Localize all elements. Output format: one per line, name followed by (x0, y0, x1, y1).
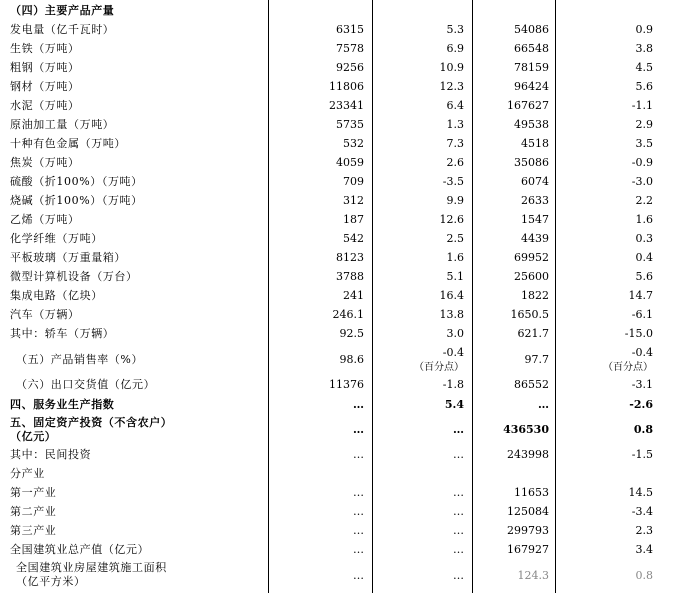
value-col3: 1822 (521, 289, 549, 302)
value-col4: -1.5 (631, 448, 653, 461)
value-col1: 4059 (336, 156, 364, 169)
value-col2: … (453, 505, 464, 518)
value-col4: -0.9 (631, 156, 653, 169)
value-col1: 11806 (329, 80, 364, 93)
value-col2: 5.3 (446, 23, 464, 36)
value-col1: … (353, 505, 364, 518)
value-col2: 5.1 (446, 270, 464, 283)
row-label: 其中：轿车（万辆） (10, 327, 115, 340)
row-label: 第一产业 (10, 486, 57, 499)
value-col2: -3.5 (442, 175, 464, 188)
value-col1: 7578 (336, 42, 364, 55)
value-col2: 3.0 (446, 327, 464, 340)
value-col2: … (453, 569, 464, 582)
row-label: 汽车（万辆） (10, 308, 80, 321)
value-col3: 97.7 (524, 353, 549, 366)
value-col4: 3.4 (635, 543, 653, 556)
value-col2: 1.6 (446, 251, 464, 264)
value-col1: 23341 (329, 99, 364, 112)
value-col3: 621.7 (517, 327, 549, 340)
row-label: 硫酸（折100%）（万吨） (10, 175, 143, 188)
value-col3: 124.3 (517, 569, 549, 582)
value-col1: 709 (343, 175, 364, 188)
row-label: 生铁（万吨） (10, 42, 80, 55)
value-col2: 13.8 (439, 308, 464, 321)
row-label: 其中：民间投资 (10, 448, 92, 461)
value-col3: 6074 (521, 175, 549, 188)
column-divider-3 (472, 0, 473, 593)
row-label: 化学纤维（万吨） (10, 232, 103, 245)
value-col4: 14.5 (628, 486, 653, 499)
section-title: 四、服务业生产指数 (10, 398, 115, 411)
value-col4: 0.8 (633, 423, 653, 436)
value-col2: … (453, 486, 464, 499)
value-col2: -1.8 (442, 378, 464, 391)
value-col1: … (353, 423, 364, 436)
value-col4: 0.8 (635, 569, 653, 582)
row-label: 十种有色金属（万吨） (10, 137, 126, 150)
value-col3: 167627 (507, 99, 549, 112)
value-col2: … (453, 448, 464, 461)
section-title: 五、固定资产投资（不含农户） (10, 416, 173, 429)
value-col3: 25600 (514, 270, 549, 283)
column-divider-2 (372, 0, 373, 593)
section-title: （四）主要产品产量 (10, 4, 115, 17)
column-divider-4 (555, 0, 556, 593)
value-col3: 49538 (514, 118, 549, 131)
value-col1: … (353, 569, 364, 582)
value-col3: 167927 (507, 543, 549, 556)
row-label: 全国建筑业总产值（亿元） (10, 543, 150, 556)
value-col2: 2.6 (446, 156, 464, 169)
value-col2: 9.9 (446, 194, 464, 207)
value-col2: 10.9 (439, 61, 464, 74)
value-col4: 2.3 (635, 524, 653, 537)
value-col1: … (353, 486, 364, 499)
value-col3: 125084 (507, 505, 549, 518)
value-col1: 3788 (336, 270, 364, 283)
value-col2: 12.6 (439, 213, 464, 226)
value-col2: 16.4 (439, 289, 464, 302)
row-label: 粗钢（万吨） (10, 61, 80, 74)
value-col1: 11376 (329, 378, 364, 391)
row-label: 微型计算机设备（万台） (10, 270, 138, 283)
row-label: 乙烯（万吨） (10, 213, 80, 226)
value-col1: … (353, 398, 364, 411)
value-col3: 69952 (514, 251, 549, 264)
row-label: 原油加工量（万吨） (10, 118, 115, 131)
value-col1: 246.1 (332, 308, 364, 321)
value-col4: -0.4 (631, 346, 653, 359)
row-label: 烧碱（折100%）（万吨） (10, 194, 143, 207)
row-label: 集成电路（亿块） (10, 289, 103, 302)
row-label: 焦炭（万吨） (10, 156, 80, 169)
value-col1: 8123 (336, 251, 364, 264)
row-label: 发电量（亿千瓦时） (10, 23, 115, 36)
value-col1: 92.5 (339, 327, 364, 340)
row-label-unit: （亿平方米） (16, 575, 86, 588)
value-col2: 6.9 (446, 42, 464, 55)
value-col4: -15.0 (624, 327, 653, 340)
value-col3: 243998 (507, 448, 549, 461)
value-col2: … (453, 543, 464, 556)
value-col3: 436530 (503, 423, 549, 436)
value-col4: 3.8 (635, 42, 653, 55)
value-col4: -6.1 (631, 308, 653, 321)
value-col3: 4439 (521, 232, 549, 245)
value-col2: 12.3 (439, 80, 464, 93)
value-col1: 312 (343, 194, 364, 207)
value-col4: 0.9 (635, 23, 653, 36)
row-label: 分产业 (10, 467, 45, 480)
value-col1: 532 (343, 137, 364, 150)
row-label: 全国建筑业房屋建筑施工面积 (16, 561, 167, 574)
value-col2: 6.4 (446, 99, 464, 112)
value-col2: 7.3 (446, 137, 464, 150)
value-col3: 2633 (521, 194, 549, 207)
row-label: 钢材（万吨） (10, 80, 80, 93)
value-col4-unit: （百分点） (603, 362, 653, 373)
value-col4: -3.0 (631, 175, 653, 188)
value-col3: 78159 (514, 61, 549, 74)
value-col2-unit: （百分点） (414, 362, 464, 373)
value-col1: 187 (343, 213, 364, 226)
value-col2: 5.4 (444, 398, 464, 411)
value-col1: 98.6 (339, 353, 364, 366)
value-col3: 11653 (514, 486, 549, 499)
value-col3: 66548 (514, 42, 549, 55)
value-col4: 0.3 (635, 232, 653, 245)
value-col4: -1.1 (631, 99, 653, 112)
section-title-unit: （亿元） (10, 430, 57, 443)
value-col3: 96424 (514, 80, 549, 93)
value-col4: 4.5 (635, 61, 653, 74)
value-col3: 54086 (514, 23, 549, 36)
value-col4: 2.2 (635, 194, 653, 207)
value-col2: -0.4 (442, 346, 464, 359)
value-col2: … (453, 524, 464, 537)
value-col1: … (353, 448, 364, 461)
value-col3: 299793 (507, 524, 549, 537)
value-col2: 2.5 (446, 232, 464, 245)
value-col2: 1.3 (446, 118, 464, 131)
value-col1: … (353, 524, 364, 537)
value-col4: 5.6 (635, 270, 653, 283)
row-label: 平板玻璃（万重量箱） (10, 251, 126, 264)
value-col3: 35086 (514, 156, 549, 169)
value-col3: 86552 (514, 378, 549, 391)
row-label: （五）产品销售率（%） (16, 353, 144, 366)
value-col4: -3.1 (631, 378, 653, 391)
value-col3: 1650.5 (510, 308, 549, 321)
column-divider-1 (268, 0, 269, 593)
value-col3: … (538, 398, 549, 411)
row-label: 第二产业 (10, 505, 57, 518)
value-col4: 3.5 (635, 137, 653, 150)
value-col4: 5.6 (635, 80, 653, 93)
value-col3: 4518 (521, 137, 549, 150)
row-label: （六）出口交货值（亿元） (16, 378, 156, 391)
row-label: 第三产业 (10, 524, 57, 537)
value-col1: 9256 (336, 61, 364, 74)
value-col1: 6315 (336, 23, 364, 36)
value-col1: 241 (343, 289, 364, 302)
value-col4: -3.4 (631, 505, 653, 518)
value-col4: 2.9 (635, 118, 653, 131)
value-col1: 5735 (336, 118, 364, 131)
value-col4: -2.6 (629, 398, 653, 411)
value-col2: … (453, 423, 464, 436)
row-label: 水泥（万吨） (10, 99, 80, 112)
value-col4: 1.6 (635, 213, 653, 226)
value-col3: 1547 (521, 213, 549, 226)
value-col1: 542 (343, 232, 364, 245)
value-col4: 14.7 (628, 289, 653, 302)
value-col4: 0.4 (635, 251, 653, 264)
value-col1: … (353, 543, 364, 556)
